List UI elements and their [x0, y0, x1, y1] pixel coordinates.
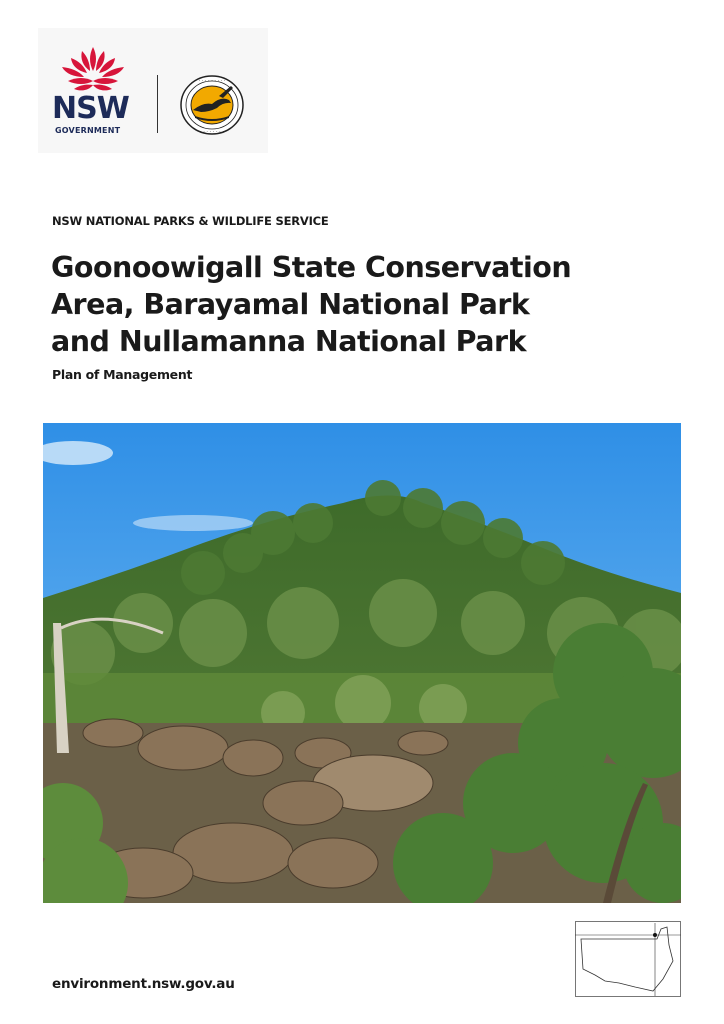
page-title — [51, 249, 691, 360]
waratah-icon — [54, 45, 132, 93]
logo-divider — [157, 75, 158, 133]
nsw-logo-subtext: GOVERNMENT — [55, 126, 121, 135]
svg-text:· · · · · · · · ·: · · · · · · · · · — [198, 78, 226, 84]
title-line: Area, Barayamal National Park — [51, 288, 530, 321]
title-line: and Nullamanna National Park — [51, 325, 527, 358]
document-subtitle: Plan of Management — [52, 367, 193, 382]
npws-emblem-icon — [179, 74, 245, 136]
logo-block — [38, 28, 268, 153]
cover-photo — [43, 423, 681, 903]
agency-name: NSW NATIONAL PARKS & WILDLIFE SERVICE — [52, 214, 329, 228]
svg-text:· · · · · · · ·: · · · · · · · · — [200, 129, 224, 135]
nsw-logo-text: NSW — [52, 91, 129, 126]
nsw-map-icon — [575, 921, 681, 997]
title-line: Goonoowigall State Conservation — [51, 251, 572, 284]
website-link[interactable]: environment.nsw.gov.au — [52, 976, 235, 992]
